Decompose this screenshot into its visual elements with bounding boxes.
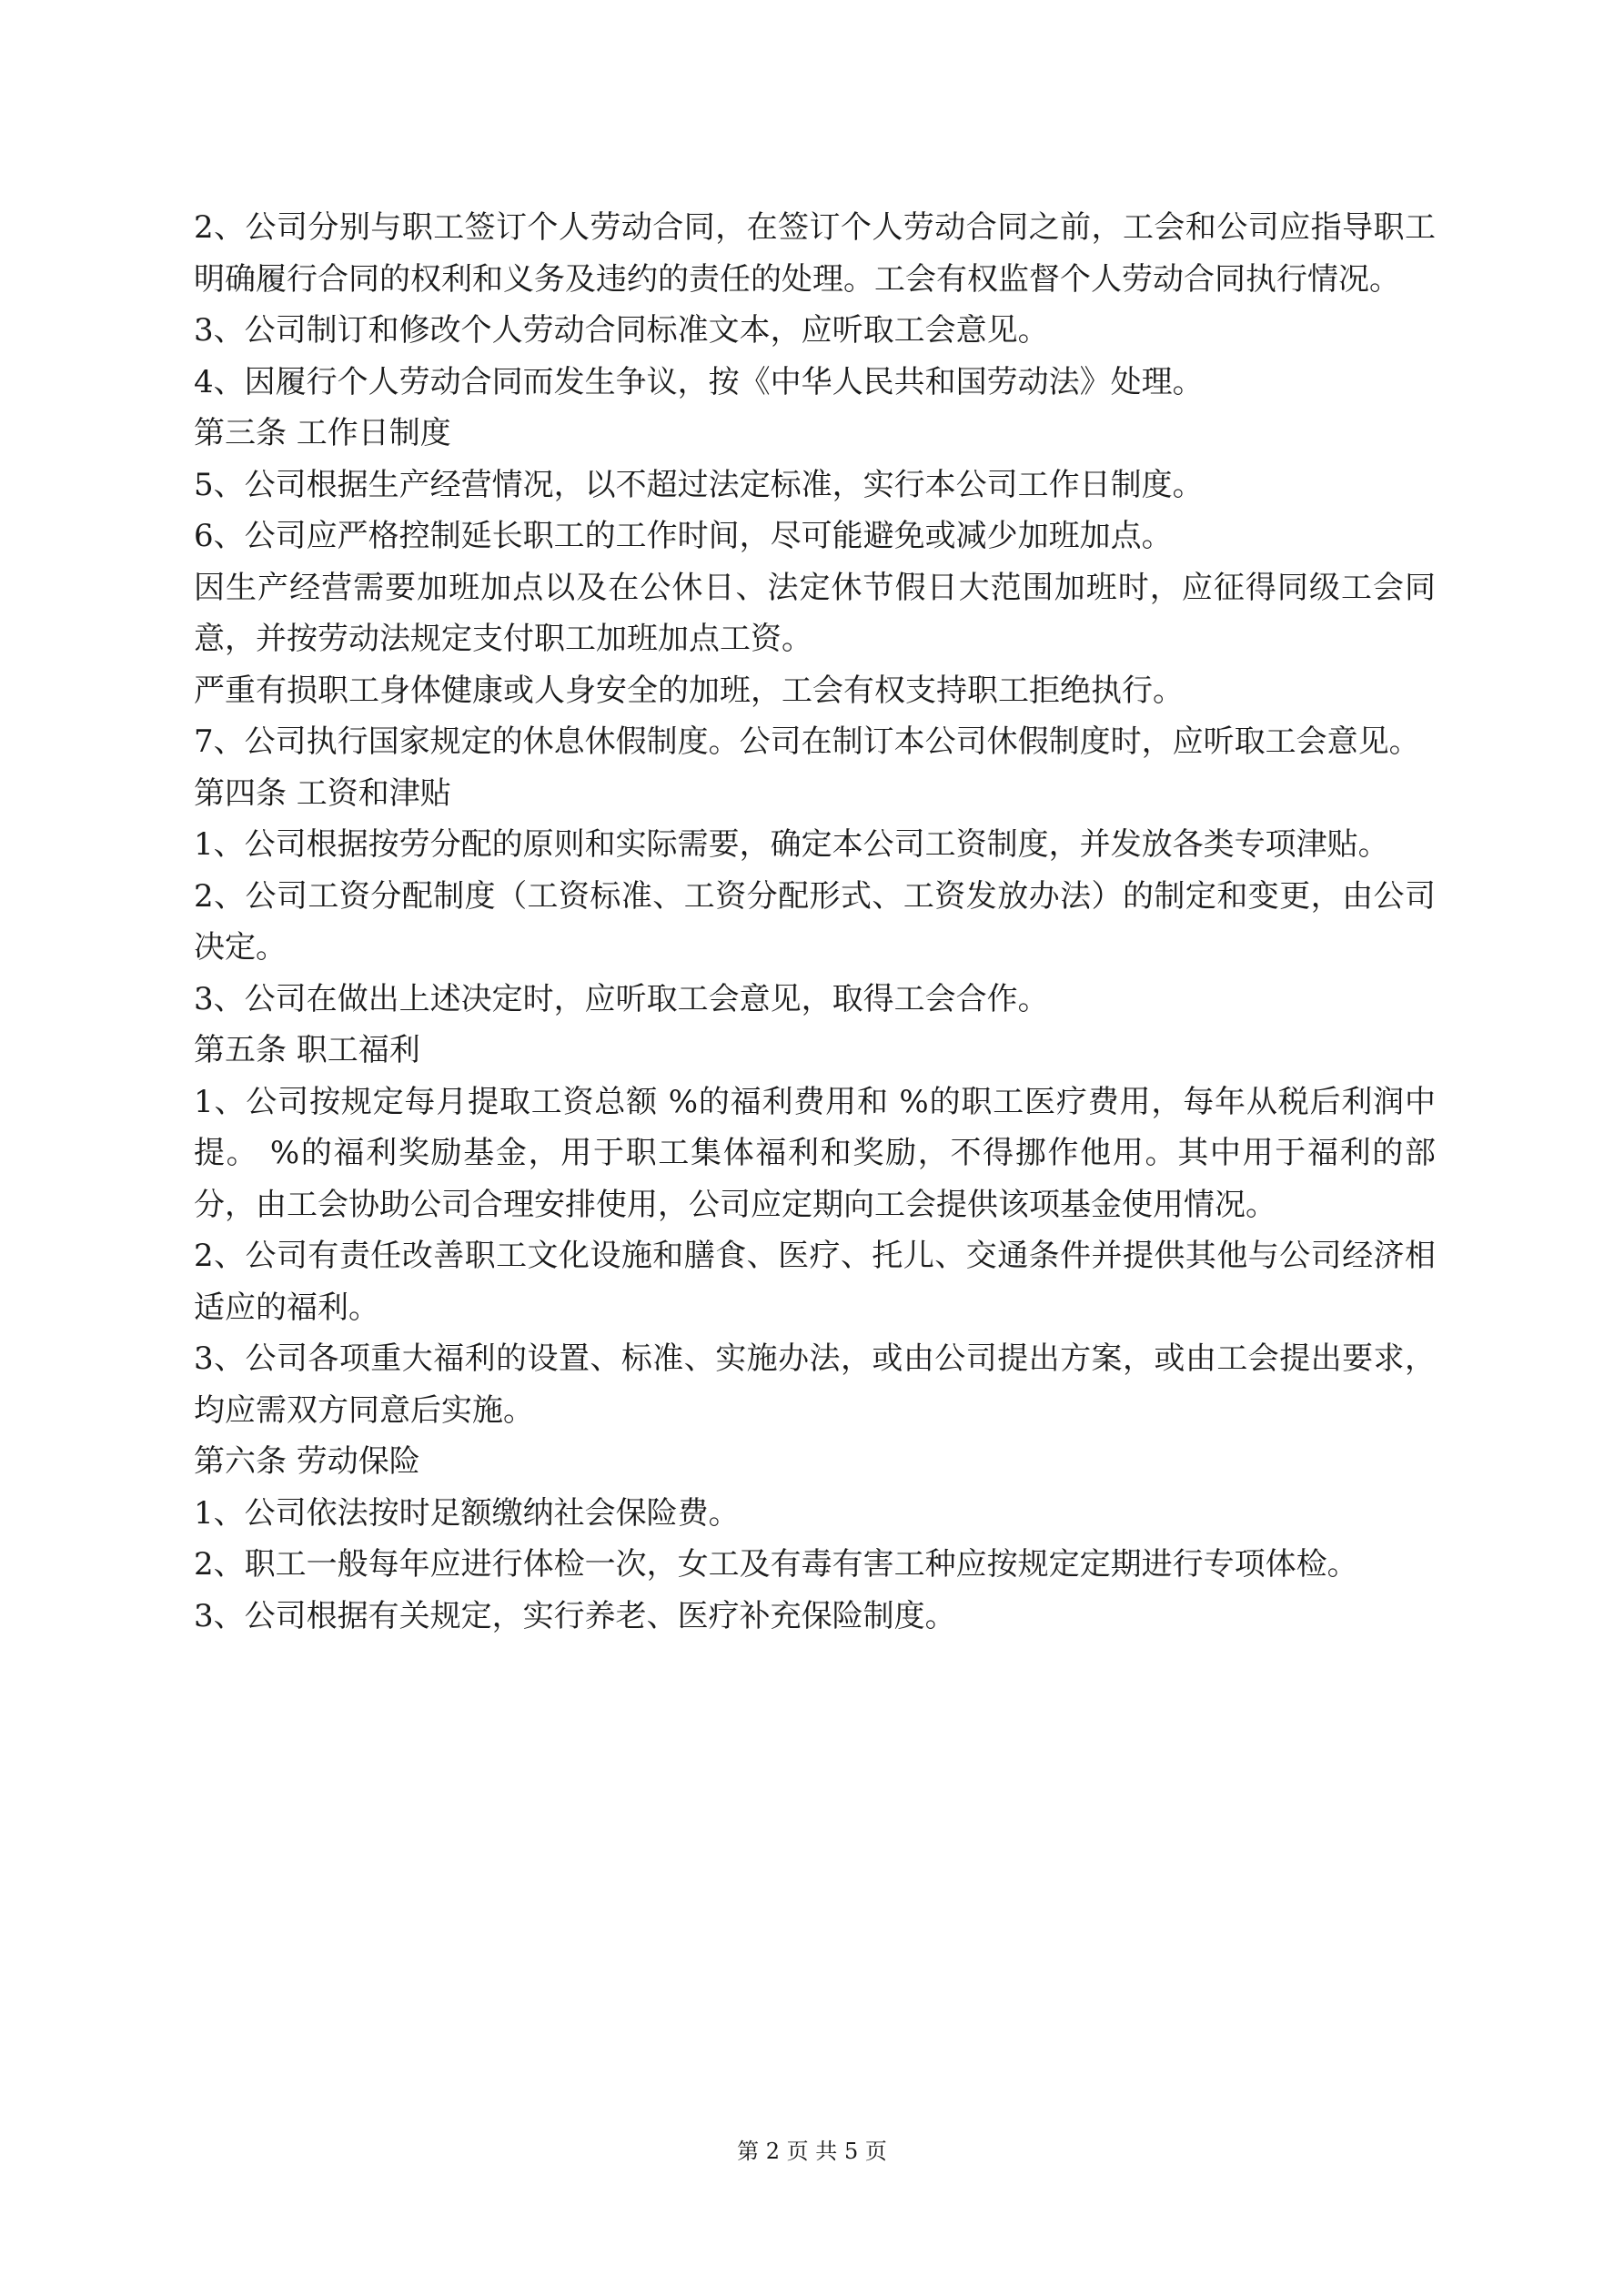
paragraph-health-checkup: 2、职工一般每年应进行体检一次，女工及有毒有害工种应按规定定期进行专项体检。 bbox=[194, 1546, 1358, 1583]
page-number-footer: 第 2 页 共 5 页 bbox=[737, 2139, 887, 2164]
section-heading-welfare: 第五条 职工福利 bbox=[194, 1032, 420, 1068]
paragraph-wage-distribution: 2、公司工资分配制度（工资标准、工资分配形式、工资发放办法）的制定和变更，由公司决定。 bbox=[194, 877, 1436, 966]
paragraph-supplementary-insurance: 3、公司根据有关规定，实行养老、医疗补充保险制度。 bbox=[194, 1597, 956, 1634]
paragraph-welfare-major-items: 3、公司各项重大福利的设置、标准、实施办法，或由公司提出方案，或由工会提出要求，均应需双方同意后实施。 bbox=[194, 1340, 1436, 1429]
section-heading-wages: 第四条 工资和津贴 bbox=[194, 774, 451, 812]
paragraph-overtime-refusal: 严重有损职工身体健康或人身安全的加班，工会有权支持职工拒绝执行。 bbox=[194, 672, 1184, 709]
paragraph-social-insurance: 1、公司依法按时足额缴纳社会保险费。 bbox=[194, 1494, 740, 1532]
paragraph-overtime-consent: 因生产经营需要加班加点以及在公休日、法定休节假日大范围加班时，应征得同级工会同意，并按劳动法规定支付职工加班加点工资。 bbox=[194, 569, 1436, 657]
paragraph-welfare-facilities: 2、公司有责任改善职工文化设施和膳食、医疗、托儿、交通条件并提供其他与公司经济相适应的福利。 bbox=[194, 1238, 1436, 1326]
paragraph-workday-system: 5、公司根据生产经营情况，以不超过法定标准，实行本公司工作日制度。 bbox=[194, 466, 1204, 503]
paragraph-leave-system: 7、公司执行国家规定的休息休假制度。公司在制订本公司休假制度时，应听取工会意见。 bbox=[194, 723, 1420, 760]
paragraph-contract-disputes: 4、因履行个人劳动合同而发生争议，按《中华人民共和国劳动法》处理。 bbox=[194, 363, 1204, 400]
paragraph-wage-system: 1、公司根据按劳分配的原则和实际需要，确定本公司工资制度，并发放各类专项津贴。 bbox=[194, 826, 1389, 863]
paragraph-overtime-control: 6、公司应严格控制延长职工的工作时间，尽可能避免或减少加班加点。 bbox=[194, 518, 1173, 554]
paragraph-contract-template: 3、公司制订和修改个人劳动合同标准文本，应听取工会意见。 bbox=[194, 312, 1049, 349]
paragraph-wage-union-opinion: 3、公司在做出上述决定时，应听取工会意见，取得工会合作。 bbox=[194, 980, 1049, 1017]
paragraph-welfare-funds: 1、公司按规定每月提取工资总额 %的福利费用和 %的职工医疗费用，每年从税后利润中提。 %的福利奖励基金，用于职工集体福利和奖励，不得挪作他用。其中用于福利的部分，由工会协助公司合理安排使用，公司应定期向工会提供该项基金使用情况。 bbox=[194, 1083, 1436, 1223]
paragraph-contract-signing: 2、公司分别与职工签订个人劳动合同，在签订个人劳动合同之前，工会和公司应指导职工明确履行合同的权利和义务及违约的责任的处理。工会有权监督个人劳动合同执行情况。 bbox=[194, 209, 1436, 298]
section-heading-insurance: 第六条 劳动保险 bbox=[194, 1443, 420, 1480]
section-heading-workday: 第三条 工作日制度 bbox=[194, 415, 451, 451]
document-body bbox=[194, 202, 1436, 1642]
